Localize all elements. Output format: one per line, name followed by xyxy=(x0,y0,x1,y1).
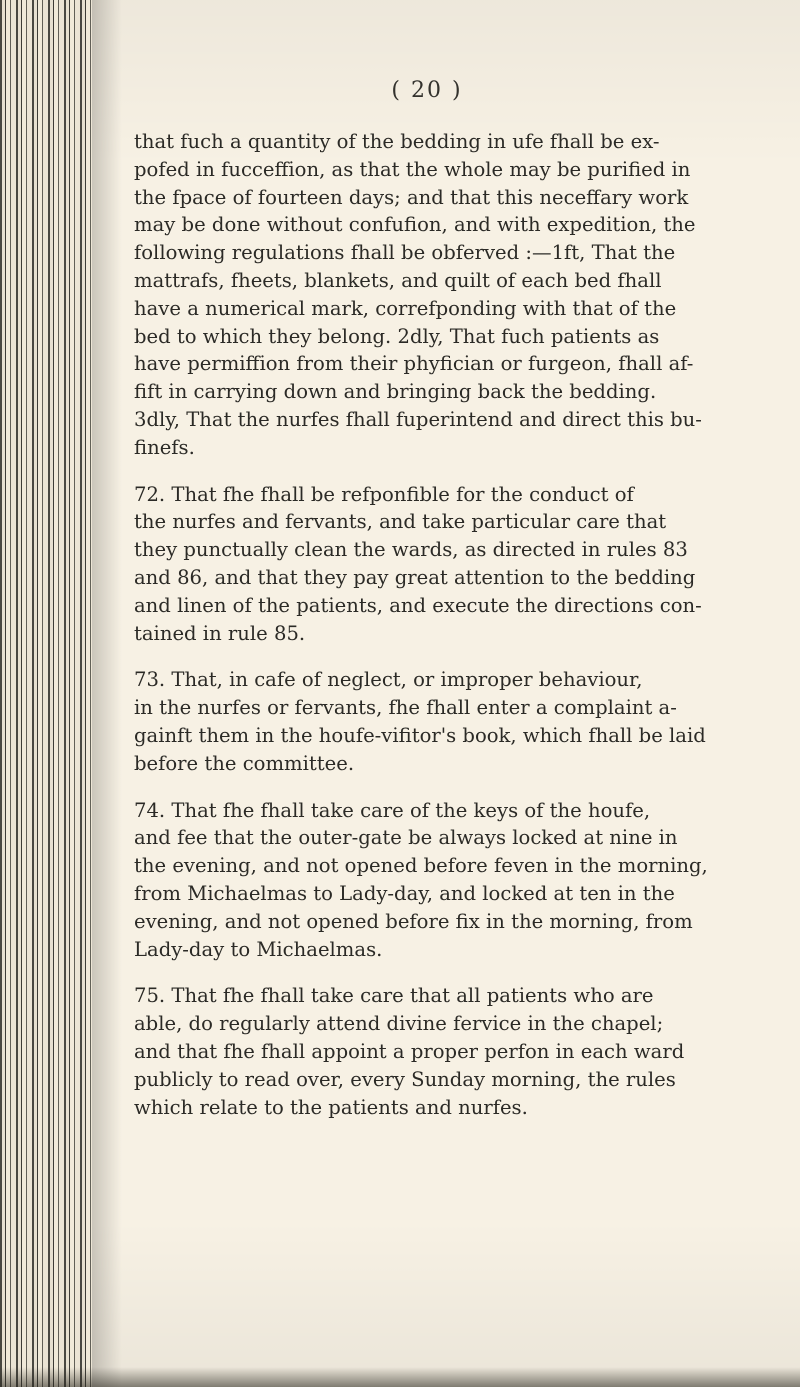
gutter-shadow xyxy=(92,0,122,1387)
text-line: and fee that the outer-gate be always locked at nine in xyxy=(134,826,678,850)
text-line: the fpace of fourteen days; and that this neceffary work xyxy=(134,185,689,209)
paragraph xyxy=(134,797,780,964)
text-line: 3dly, That the nurfes fhall fuperintend and direct this bu- xyxy=(134,407,702,431)
paragraph-gap xyxy=(134,778,780,797)
text-line: evening, and not opened before fix in the morning, from xyxy=(134,909,693,933)
text-line: finefs. xyxy=(134,435,195,459)
text-line: which relate to the patients and nurfes. xyxy=(134,1095,528,1119)
text-line: pofed in fucceffion, as that the whole may be purified in xyxy=(134,157,691,181)
text-line: fift in carrying down and bringing back the bedding. xyxy=(134,380,657,404)
text-line: the evening, and not opened before feven in the morning, xyxy=(134,854,708,878)
paragraph xyxy=(134,982,780,1121)
paragraph xyxy=(134,128,780,462)
page-bottom-edge xyxy=(0,1367,800,1387)
text-line: publicly to read over, every Sunday morning, the rules xyxy=(134,1067,676,1091)
text-line: and linen of the patients, and execute the directions con- xyxy=(134,593,702,617)
text-line: have a numerical mark, correfponding with that of the xyxy=(134,296,677,320)
text-line: tained in rule 85. xyxy=(134,621,306,645)
text-line: bed to which they belong. 2dly, That fuch patients as xyxy=(134,324,660,348)
text-line: and that fhe fhall appoint a proper perfon in each ward xyxy=(134,1039,685,1063)
text-line: able, do regularly attend divine fervice in the chapel; xyxy=(134,1012,664,1036)
paragraph-gap xyxy=(134,462,780,481)
text-line: 72. That fhe fhall be refponfible for the conduct of xyxy=(134,482,634,506)
text-line: 75. That fhe fhall take care that all patients who are xyxy=(134,984,654,1008)
paragraph xyxy=(134,481,780,648)
text-line: that fuch a quantity of the bedding in ufe fhall be ex- xyxy=(134,130,660,153)
text-line: gainft them in the houfe-vifitor's book, which fhall be laid xyxy=(134,723,706,747)
book-spine-binding xyxy=(0,0,92,1387)
text-line: 73. That, in cafe of neglect, or improper behaviour, xyxy=(134,668,643,692)
text-line: in the nurfes or fervants, fhe fhall enter a complaint a- xyxy=(134,696,677,720)
paragraph xyxy=(134,666,780,777)
text-line: from Michaelmas to Lady-day, and locked at ten in the xyxy=(134,881,675,905)
text-line: 74. That fhe fhall take care of the keys of the houfe, xyxy=(134,798,651,822)
text-line: mattrafs, fheets, blankets, and quilt of each bed fhall xyxy=(134,268,662,292)
page-number: ( 20 ) xyxy=(391,78,463,103)
paragraph-gap xyxy=(134,647,780,666)
text-line: Lady-day to Michaelmas. xyxy=(134,937,383,961)
paragraph-gap xyxy=(134,963,780,982)
page-text xyxy=(134,80,780,1121)
text-line: and 86, and that they pay great attention to the bedding xyxy=(134,565,696,589)
text-line: following regulations fhall be obferved :—1ft, That the xyxy=(134,241,676,265)
text-line: they punctually clean the wards, as directed in rules 83 xyxy=(134,538,688,562)
text-line: have permiffion from their phyfician or furgeon, fhall af- xyxy=(134,352,694,376)
text-line: before the committee. xyxy=(134,751,355,775)
text-line: the nurfes and fervants, and take particular care that xyxy=(134,510,667,534)
paragraph-list xyxy=(134,128,780,1121)
text-line: may be done without confufion, and with expedition, the xyxy=(134,213,696,237)
